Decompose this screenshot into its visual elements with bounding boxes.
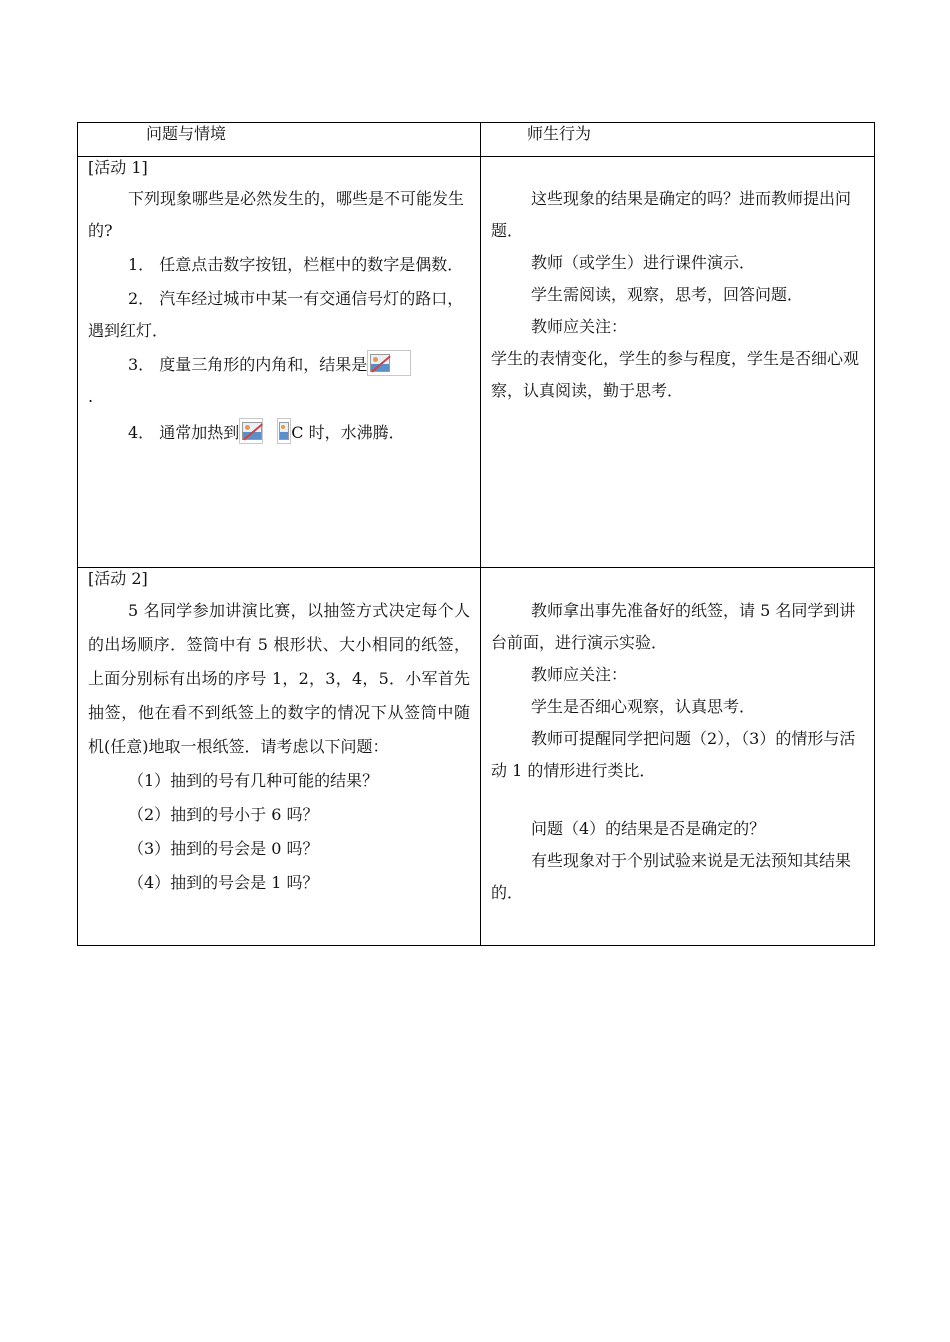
activity1-item3 [78, 347, 480, 381]
activity1-problem-cell [78, 157, 481, 568]
activity1-item4-text: 4． 通常加热到 [128, 423, 240, 442]
activity2-problem-cell [78, 568, 481, 946]
activity1-item1: 1． 任意点击数字按钮，栏框中的数字是偶数． [128, 255, 464, 274]
broken-image-icon [277, 418, 291, 444]
activity2-question-2: （2）抽到的号小于 6 吗？ [128, 805, 319, 824]
header-cell-problem [78, 123, 481, 157]
activity2-teacher-line-3: 学生是否细心观察，认真思考． [531, 697, 756, 716]
header-cell-behavior [481, 123, 875, 157]
activity2-row [78, 568, 875, 946]
activity2-behavior-cell [481, 568, 875, 946]
activity2-intro: 5 名同学参加讲演比赛，以抽签方式决定每个人的出场顺序．签筒中有 5 根形状、大小相同的纸签，上面分别标有出场的序号 1，2，3，4，5．小军首先抽签，他在看不到纸签上的数字的情况下从签筒中随机(任意)地取一根纸签．请考虑以下问题： [88, 601, 470, 756]
activity2-teacher-line-5: 问题（4）的结果是否是确定的？ [531, 819, 766, 838]
activity1-behavior-cell [481, 157, 875, 568]
activity1-intro: 下列现象哪些是必然发生的，哪些是不可能发生的? [88, 189, 465, 240]
activity1-teacher-line-3: 学生需阅读，观察，思考，回答问题． [531, 285, 804, 304]
activity2-question-4: （4）抽到的号会是 1 吗？ [128, 873, 319, 892]
activity1-item4 [78, 413, 480, 449]
activity2-tag: [活动 2] [88, 569, 148, 588]
activity2-teacher-line-1: 教师拿出事先准备好的纸签，请 5 名同学到讲台前面，进行演示实验． [491, 601, 856, 652]
activity2-teacher-line-6: 有些现象对于个别试验来说是无法预知其结果的． [491, 851, 852, 902]
header-behavior-label: 师生行为 [527, 124, 592, 143]
broken-image-icon [239, 418, 263, 444]
header-problem-label: 问题与情境 [146, 124, 227, 143]
activity1-item3-text: 3． 度量三角形的内角和，结果是 [128, 355, 368, 374]
activity1-teacher-line-4: 教师应关注： [531, 317, 628, 336]
broken-image-icon [367, 350, 411, 376]
activity1-item3-end: . [88, 387, 94, 406]
activity2-question-1: （1）抽到的号有几种可能的结果？ [128, 771, 379, 790]
activity1-teacher-line-2: 教师（或学生）进行课件演示． [531, 253, 756, 272]
activity1-tag: [活动 1] [88, 158, 148, 177]
activity1-item4-end: C 时，水沸腾． [291, 423, 405, 442]
lesson-plan-table [77, 122, 875, 946]
activity1-teacher-line-1: 这些现象的结果是确定的吗？进而教师提出问题． [491, 189, 852, 240]
activity2-teacher-line-2: 教师应关注： [531, 665, 628, 684]
activity1-teacher-line-5: 学生的表情变化，学生的参与程度，学生是否细心观察，认真阅读，勤于思考． [491, 349, 860, 400]
activity2-teacher-line-4: 教师可提醒同学把问题（2），（3）的情形与活动 1 的情形进行类比． [491, 729, 856, 780]
activity2-question-3: （3）抽到的号会是 0 吗？ [128, 839, 319, 858]
table-header-row [78, 123, 875, 157]
activity1-row [78, 157, 875, 568]
activity1-item2: 2． 汽车经过城市中某一有交通信号灯的路口，遇到红灯． [88, 289, 464, 340]
